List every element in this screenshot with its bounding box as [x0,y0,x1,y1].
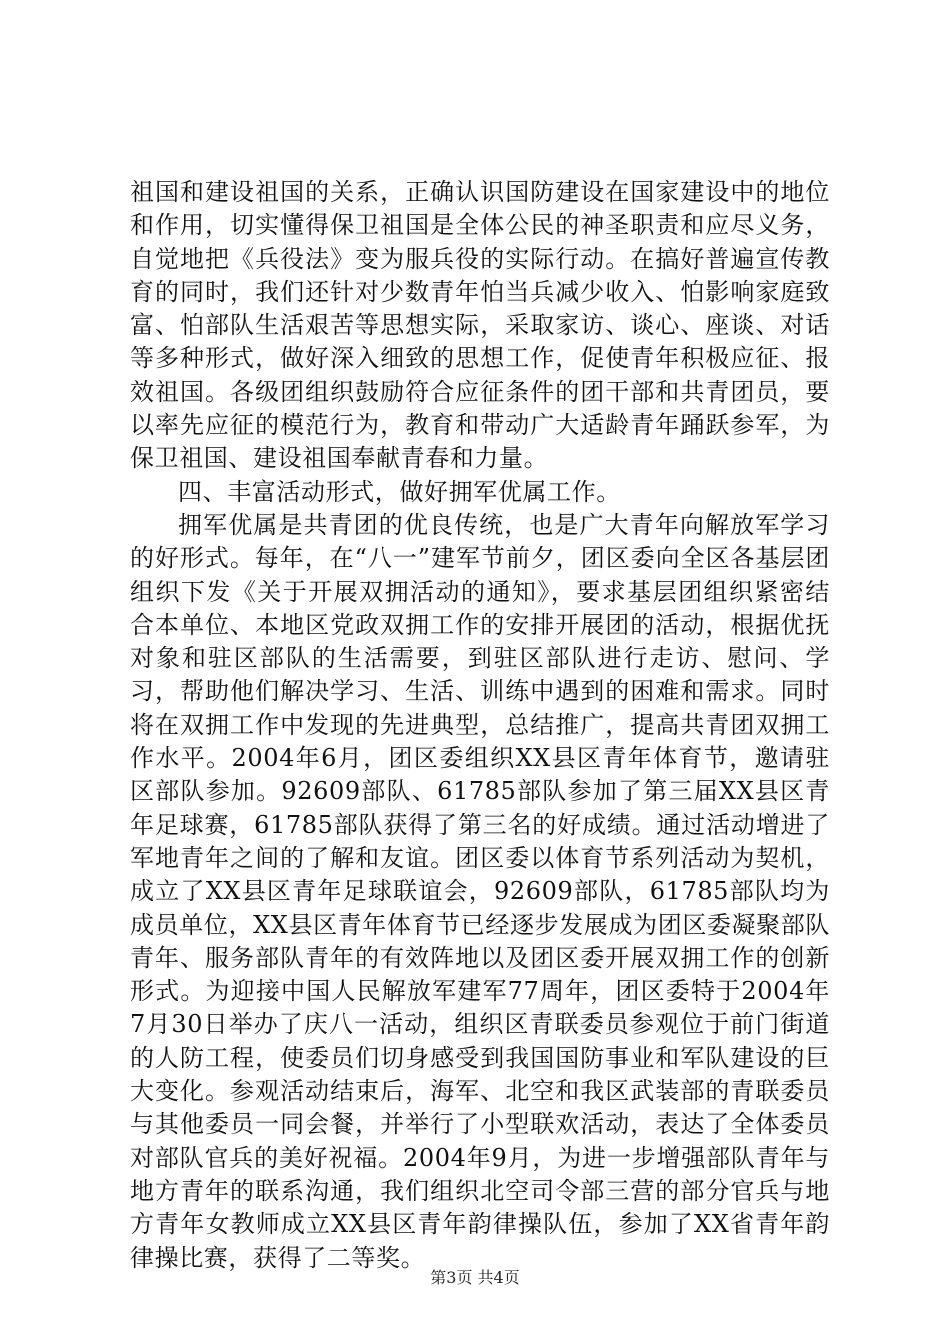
paragraph-support-army: 拥军优属是共青团的优良传统，也是广大青年向解放军学习的好形式。每年，在“八一”建军节前夕，团区委向全区各基层团组织下发《关于开展双拥活动的通知》，要求基层团组织紧密结合本单位、本地区党政双拥工作的安排开展团的活动，根据优抚对象和驻区部队的生活需要，到驻区部队进行走访、慰问、学习，帮助他们解决学习、生活、训练中遇到的困难和需求。同时将在双拥工作中发现的先进典型，总结推广，提高共青团双拥工作水平。2004年6月，团区委组织XX县区青年体育节，邀请驻区部队参加。92609部队、61785部队参加了第三届XX县区青年足球赛，61785部队获得了第三名的好成绩。通过活动增进了军地青年之间的了解和友谊。团区委以体育节系列活动为契机，成立了XX县区青年足球联谊会，92609部队，61785部队均为成员单位，XX县区青年体育节已经逐步发展成为团区委凝聚部队青年、服务部队青年的有效阵地以及团区委开展双拥工作的创新形式。为迎接中国人民解放军建军77周年，团区委特于2004年7月30日举办了庆八一活动，组织区青联委员参观位于前门街道的人防工程，使委员们切身感受到我国国防事业和军队建设的巨大变化。参观活动结束后，海军、北空和我区武装部的青联委员与其他委员一同会餐，并举行了小型联欢活动，表达了全体委员对部队官兵的美好祝福。2004年9月，为进一步增强部队青年与地方青年的联系沟通，我们组织北空司令部三营的部分官兵与地方青年女教师成立XX县区青年韵律操队伍，参加了XX省青年韵律操比赛，获得了二等奖。 [130,510,830,1272]
page-footer [0,1268,950,1288]
page-number-indicator: 第3页 共4页 [430,1268,520,1287]
paragraph-continuation: 祖国和建设祖国的关系，正确认识国防建设在国家建设中的地位和作用，切实懂得保卫祖国是全体公民的神圣职责和应尽义务，自觉地把《兵役法》变为服兵役的实际行动。在搞好普遍宣传教育的同时，我们还针对少数青年怕当兵减少收入、怕影响家庭致富、怕部队生活艰苦等思想实际，采取家访、谈心、座谈、对话等多种形式，做好深入细致的思想工作，促使青年积极应征、报效祖国。各级团组织鼓励符合应征条件的团干部和共青团员，要以率先应征的模范行为，教育和带动广大适龄青年踊跃参军，为保卫祖国、建设祖国奉献青春和力量。 [130,178,830,473]
document-body [130,176,830,1275]
section-heading-four: 四、丰富活动形式，做好拥军优属工作。 [178,477,621,506]
